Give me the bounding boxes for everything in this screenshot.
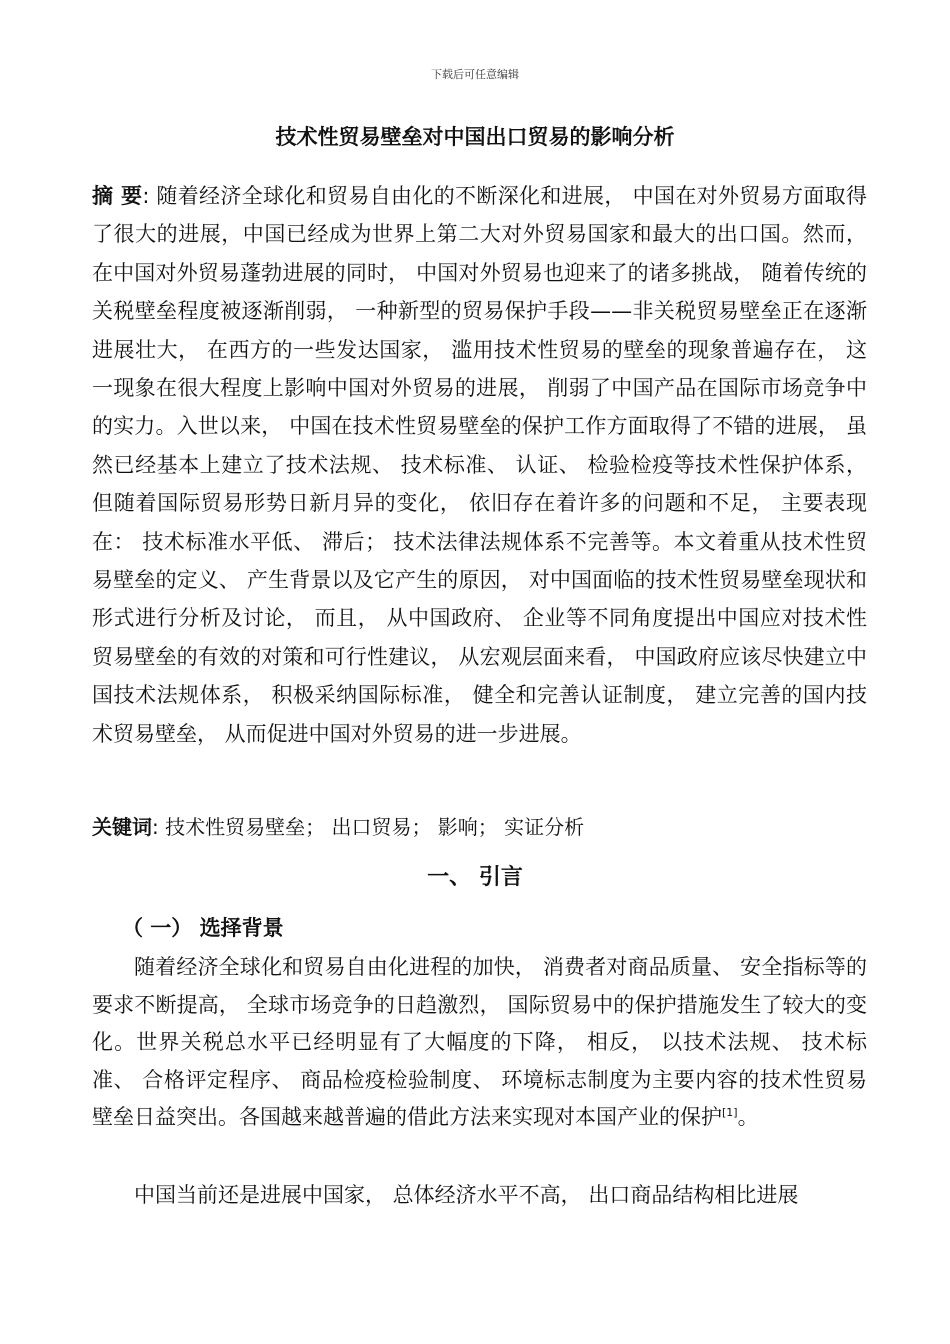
subsection-heading-background: （ 一） 选择背景: [122, 916, 284, 940]
abstract-paragraph: [92, 177, 867, 753]
body-paragraph-1-text: 随着经济全球化和贸易自由化进程的加快， 消费者对商品质量、 安全指标等的要求不断提高， 全球市场竞争的日趋激烈， 国际贸易中的保护措施发生了较大的变化。世界关税总水平已经明显有了大幅度的下降， 相反， 以技术法规、 技术标准、 合格评定程序、 商品检疫检验制度、 环境标志制度为主要内容的技术性贸易壁垒日益突出。各国越来越普遍的借此方法来实现对本国产业的保护: [92, 955, 867, 1130]
section-heading-introduction: 一、 引言: [427, 865, 523, 890]
body-paragraph-1: [92, 949, 867, 1137]
body-paragraph-2: 中国当前还是进展中国家， 总体经济水平不高， 出口商品结构相比进展: [134, 1183, 799, 1207]
keywords-text: : 技术性贸易壁垒； 出口贸易； 影响； 实证分析: [152, 815, 585, 839]
document-title: 技术性贸易壁垒对中国出口贸易的影响分析: [275, 125, 675, 149]
abstract-text: : 随着经济全球化和贸易自由化的不断深化和进展， 中国在对外贸易方面取得了很大的进展，中国已经成为世界上第二大对外贸易国家和最大的出口国。然而， 在中国对外贸易蓬勃进展的同时， 中国对外贸易也迎来了的诸多挑战， 随着传统的关税壁垒程度被逐渐削弱， 一种新型的贸易保护手段——非关税贸易壁垒正在逐渐进展壮大， 在西方的一些发达国家， 滥用技术性贸易的壁垒的现象普遍存在， 这一现象在很大程度上影响中国对外贸易的进展， 削弱了中国产品在国际市场竞争中的实力。入世以来， 中国在技术性贸易壁垒的保护工作方面取得了不错的进展， 虽然已经基本上建立了技术法规、 技术标准、 认证、 检验检疫等技术性保护体系， 但随着国际贸易形势日新月异的变化， 依旧存在着许多的问题和不足， 主要表现在： 技术标准水平低、 滞后； 技术法律法规体系不完善等。本文着重从技术性贸易壁垒的定义、 产生背景以及它产生的原因， 对中国面临的技术性贸易壁垒现状和形式进行分析及讨论， 而且， 从中国政府、 企业等不同角度提出中国应对技术性贸易壁垒的有效的对策和可行性建议， 从宏观层面来看， 中国政府应该尽快建立中国技术法规体系， 积极采纳国际标准， 健全和完善认证制度， 建立完善的国内技术贸易壁垒， 从而促进中国对外贸易的进一步进展。: [92, 184, 867, 746]
keywords-line: [92, 812, 867, 842]
keywords-label: 关键词: [92, 815, 152, 839]
header-note: 下载后可任意编辑: [431, 68, 519, 81]
body-paragraph-1-end: 。: [737, 1105, 759, 1130]
citation-marker: [1]: [722, 1106, 738, 1120]
abstract-label: 摘 要: [92, 184, 143, 208]
